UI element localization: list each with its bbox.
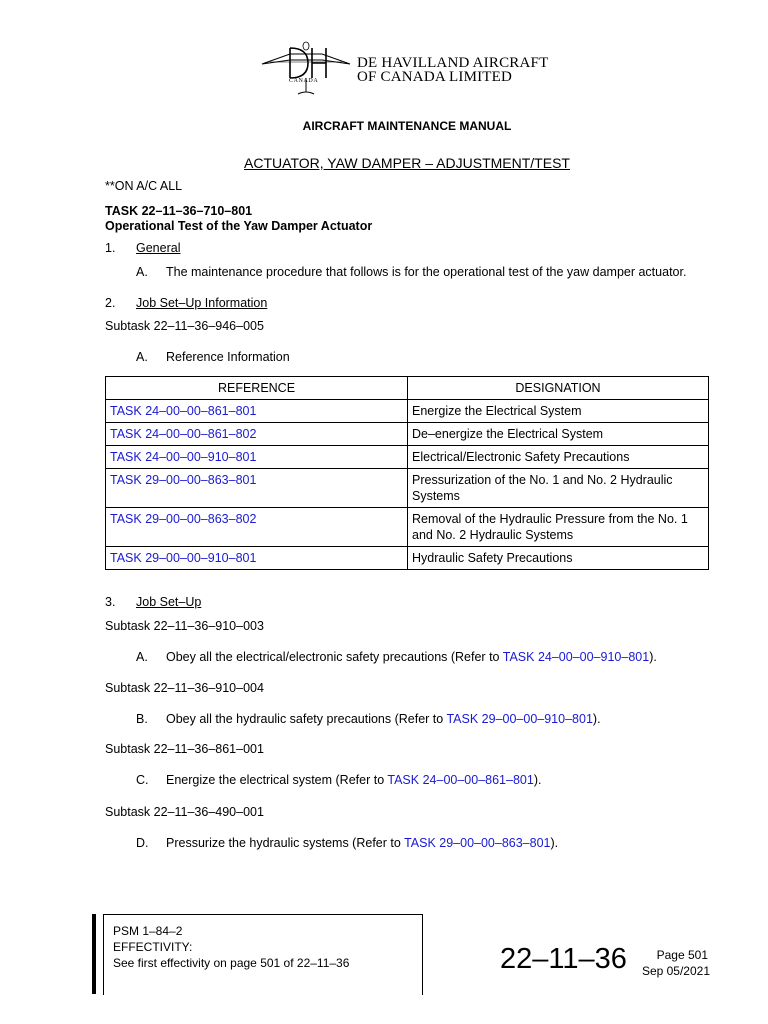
- section-2a-text: Reference Information: [166, 350, 290, 364]
- step-d-post: ).: [550, 836, 559, 850]
- task-number: TASK 22–11–36–710–801: [105, 204, 253, 218]
- step-d-text: [166, 836, 558, 850]
- footer-psm: PSM 1–84–2: [113, 924, 183, 938]
- designation-cell: Energize the Electrical System: [408, 400, 709, 423]
- step-a-reference-link[interactable]: TASK 24–00–00–910–801: [502, 650, 650, 664]
- reference-link[interactable]: TASK 24–00–00–861–801: [110, 404, 257, 418]
- step-d-subtask: Subtask 22–11–36–490–001: [105, 805, 264, 819]
- step-a-letter: A.: [136, 650, 148, 664]
- designation-cell: Hydraulic Safety Precautions: [408, 547, 709, 570]
- table-row: [106, 547, 709, 570]
- designation-cell: Removal of the Hydraulic Pressure from the No. 1 and No. 2 Hydraulic Systems: [408, 508, 709, 547]
- change-bar: [92, 914, 96, 994]
- step-a-pre: Obey all the electrical/electronic safety precautions (Refer to: [166, 650, 503, 664]
- task-name: Operational Test of the Yaw Damper Actuator: [105, 219, 373, 233]
- section-1-number: 1.: [105, 241, 116, 255]
- step-b-pre: Obey all the hydraulic safety precautions (Refer to: [166, 712, 447, 726]
- reference-table: [105, 376, 709, 570]
- table-header-designation: DESIGNATION: [408, 377, 709, 400]
- reference-link[interactable]: TASK 29–00–00–910–801: [110, 551, 257, 565]
- reference-link[interactable]: TASK 24–00–00–861–802: [110, 427, 257, 441]
- table-row: [106, 400, 709, 423]
- section-2-subtask: Subtask 22–11–36–946–005: [105, 319, 264, 333]
- reference-link[interactable]: TASK 29–00–00–863–801: [110, 473, 257, 487]
- step-a-subtask: Subtask 22–11–36–910–003: [105, 619, 264, 633]
- section-2a-letter: A.: [136, 350, 148, 364]
- manual-title: AIRCRAFT MAINTENANCE MANUAL: [302, 119, 512, 133]
- table-row: [106, 469, 709, 508]
- footer-effectivity-label: EFFECTIVITY:: [113, 940, 193, 954]
- table-row: [106, 446, 709, 469]
- reference-link[interactable]: TASK 24–00–00–910–801: [110, 450, 257, 464]
- step-c-subtask: Subtask 22–11–36–861–001: [105, 742, 264, 756]
- step-d-reference-link[interactable]: TASK 29–00–00–863–801: [404, 836, 551, 850]
- designation-cell: Electrical/Electronic Safety Precautions: [408, 446, 709, 469]
- step-b-letter: B.: [136, 712, 148, 726]
- section-1a-text: The maintenance procedure that follows is for the operational test of the yaw damper actuator.: [166, 265, 687, 279]
- step-c-reference-link[interactable]: TASK 24–00–00–861–801: [387, 773, 534, 787]
- section-1-title: General: [136, 241, 181, 255]
- footer-chapter-number: 22–11–36: [500, 943, 627, 975]
- step-b-text: [166, 712, 601, 726]
- designation-cell: De–energize the Electrical System: [408, 423, 709, 446]
- designation-cell: Pressurization of the No. 1 and No. 2 Hydraulic Systems: [408, 469, 709, 508]
- table-row: [106, 508, 709, 547]
- step-a-post: ).: [649, 650, 657, 664]
- footer-page-number: Page 501: [656, 948, 708, 962]
- section-2-number: 2.: [105, 296, 116, 310]
- company-name-line1: DE HAVILLAND AIRCRAFT: [357, 55, 549, 71]
- section-2-title: Job Set–Up Information: [136, 296, 268, 310]
- footer-effectivity-text: See first effectivity on page 501 of 22–11–36: [113, 956, 350, 970]
- step-a-text: [166, 650, 657, 664]
- effectivity-note: **ON A/C ALL: [105, 179, 183, 193]
- step-d-letter: D.: [136, 836, 149, 850]
- table-header-reference: REFERENCE: [106, 377, 408, 400]
- section-3-number: 3.: [105, 595, 116, 609]
- step-c-post: ).: [533, 773, 542, 787]
- page-title: ACTUATOR, YAW DAMPER – ADJUSTMENT/TEST: [244, 155, 570, 171]
- step-c-letter: C.: [136, 773, 149, 787]
- section-3-title: Job Set–Up: [136, 595, 202, 609]
- section-1a-letter: A.: [136, 265, 148, 279]
- step-c-text: [166, 773, 541, 787]
- reference-link[interactable]: TASK 29–00–00–863–802: [110, 512, 257, 526]
- footer-revision-date: Sep 05/2021: [641, 964, 710, 978]
- table-header-row: [106, 377, 709, 400]
- dh-logo-icon: [260, 40, 352, 100]
- step-b-post: ).: [592, 712, 601, 726]
- step-b-reference-link[interactable]: TASK 29–00–00–910–801: [446, 712, 593, 726]
- table-row: [106, 423, 709, 446]
- step-d-pre: Pressurize the hydraulic systems (Refer to: [166, 836, 405, 850]
- step-c-pre: Energize the electrical system (Refer to: [166, 773, 388, 787]
- step-b-subtask: Subtask 22–11–36–910–004: [105, 681, 264, 695]
- company-name-line2: OF CANADA LIMITED: [357, 69, 513, 85]
- logo-canada-label: CANADA: [289, 78, 319, 84]
- company-logo: [260, 40, 352, 100]
